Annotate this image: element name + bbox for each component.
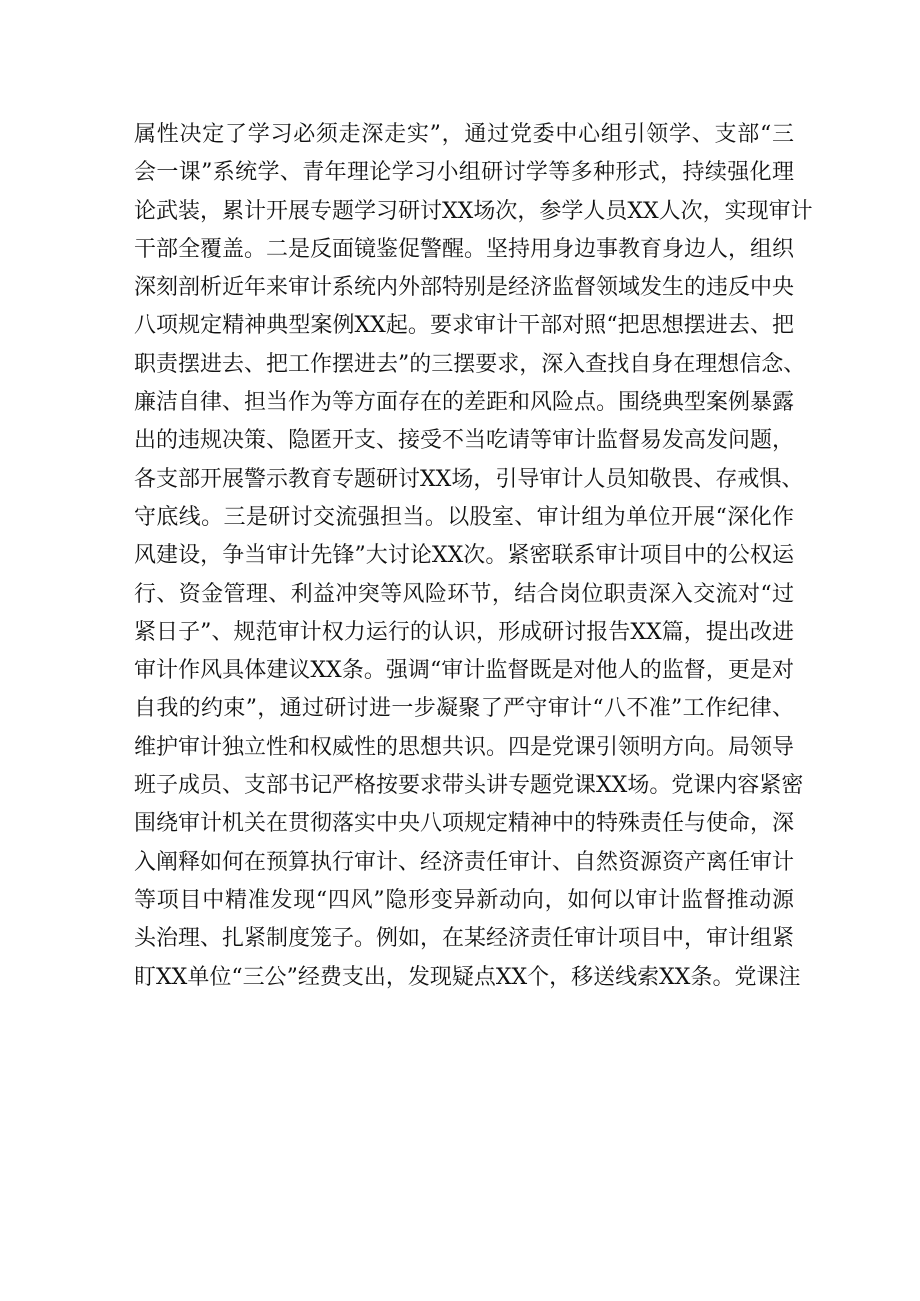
text-line: 出的违规决策、隐匿开支、接受不当吃请等审计监督易发高发问题，	[134, 428, 795, 454]
text-line: 围绕审计机关在贯彻落实中央八项规定精神中的特殊责任与使命，深	[134, 811, 795, 837]
text-line: 属性决定了学习必须走深走实”，通过党委中心组引领学、支部“三	[134, 122, 794, 147]
text-line: 论武装，累计开展专题学习研讨XX场次，参学人员XX人次，实现审计	[134, 198, 813, 224]
text-line: 职责摆进去、把工作摆进去”的三摆要求，深入查找自身在理想信念、	[134, 351, 806, 377]
text-line: 入阐释如何在预算执行审计、经济责任审计、自然资源资产离任审计	[134, 849, 795, 875]
text-line: 干部全覆盖。二是反面镜鉴促警醒。坚持用身边事教育身边人，组织	[134, 236, 795, 262]
text-line: 头治理、扎紧制度笼子。例如，在某经济责任审计项目中，审计组紧	[134, 926, 795, 952]
text-line: 会一课”系统学、青年理论学习小组研讨学等多种形式，持续强化理	[134, 160, 794, 186]
text-line: 班子成员、支部书记严格按要求带头讲专题党课XX场。党课内容紧密	[134, 773, 804, 799]
text-line: 审计作风具体建议XX条。强调“审计监督既是对他人的监督，更是对	[134, 658, 794, 684]
text-line: 深刻剖析近年来审计系统内外部特别是经济监督领域发生的违反中央	[134, 275, 795, 301]
text-line: 等项目中精准发现“四风”隐形变异新动向，如何以审计监督推动源	[134, 887, 794, 913]
text-line: 紧日子”、规范审计权力运行的认识，形成研讨报告XX篇，提出改进	[134, 619, 794, 645]
text-line: 盯XX单位“三公”经费支出，发现疑点XX个，移送线索XX条。党课注	[134, 964, 801, 990]
text-line: 自我的约束”，通过研讨进一步凝聚了严守审计“八不准”工作纪律、	[134, 696, 794, 722]
text-line: 廉洁自律、担当作为等方面存在的差距和风险点。围绕典型案例暴露	[134, 390, 795, 416]
text-line: 守底线。三是研讨交流强担当。以股室、审计组为单位开展“深化作	[134, 504, 794, 530]
body-text	[134, 116, 813, 997]
text-line: 维护审计独立性和权威性的思想共识。四是党课引领明方向。局领导	[134, 734, 795, 760]
text-line: 八项规定精神典型案例XX起。要求审计干部对照“把思想摆进去、把	[134, 313, 794, 339]
text-line: 风建设，争当审计先锋”大讨论XX次。紧密联系审计项目中的公权运	[134, 543, 794, 569]
text-line: 行、资金管理、利益冲突等风险环节，结合岗位职责深入交流对“过	[134, 581, 794, 607]
text-line: 各支部开展警示教育专题研讨XX场，引导审计人员知敬畏、存戒惧、	[134, 466, 804, 492]
